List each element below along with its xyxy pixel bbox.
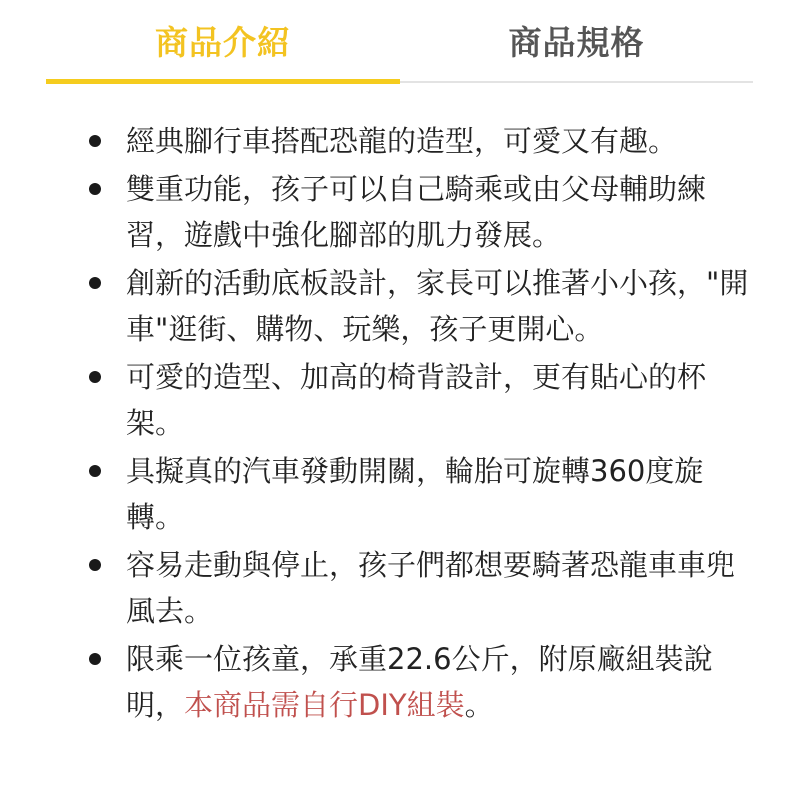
bullet-icon [89, 135, 101, 147]
feature-item [0, 118, 800, 164]
feature-text: 雙重功能，孩子可以自己騎乘或由父母輔助練習，遊戲中強化腳部的肌力發展。 [126, 172, 707, 252]
bullet-icon [89, 559, 101, 571]
feature-item [0, 354, 800, 446]
feature-item [0, 636, 800, 728]
feature-text: 創新的活動底板設計，家長可以推著小小孩，"開車"逛街、購物、玩樂，孩子更開心。 [126, 266, 749, 346]
feature-text: 具擬真的汽車發動開關，輪胎可旋轉360度旋轉。 [126, 454, 704, 534]
diy-assembly-notice: 本商品需自行DIY組裝 [184, 688, 465, 722]
tab-product-intro[interactable]: 商品介紹 [155, 23, 291, 62]
feature-item [0, 542, 800, 634]
bullet-icon [89, 183, 101, 195]
feature-text: 經典腳行車搭配恐龍的造型，可愛又有趣。 [126, 124, 678, 158]
active-tab-indicator [46, 79, 400, 84]
bullet-icon [89, 371, 101, 383]
tab-bar [46, 0, 753, 84]
product-description [0, 118, 800, 730]
bullet-icon [89, 653, 101, 665]
feature-item [0, 166, 800, 258]
feature-text: 容易走動與停止，孩子們都想要騎著恐龍車車兜風去。 [126, 548, 736, 628]
feature-item [0, 260, 800, 352]
feature-list [0, 118, 800, 728]
bullet-icon [89, 277, 101, 289]
tab-product-spec[interactable]: 商品規格 [508, 23, 645, 62]
feature-item [0, 448, 800, 540]
bullet-icon [89, 465, 101, 477]
feature-text: 可愛的造型、加高的椅背設計，更有貼心的杯架。 [126, 360, 707, 440]
feature-text-suffix: 。 [464, 688, 494, 722]
feature-text: 限乘一位孩童，承重22.6公斤，附原廠組裝說明， [126, 642, 713, 722]
